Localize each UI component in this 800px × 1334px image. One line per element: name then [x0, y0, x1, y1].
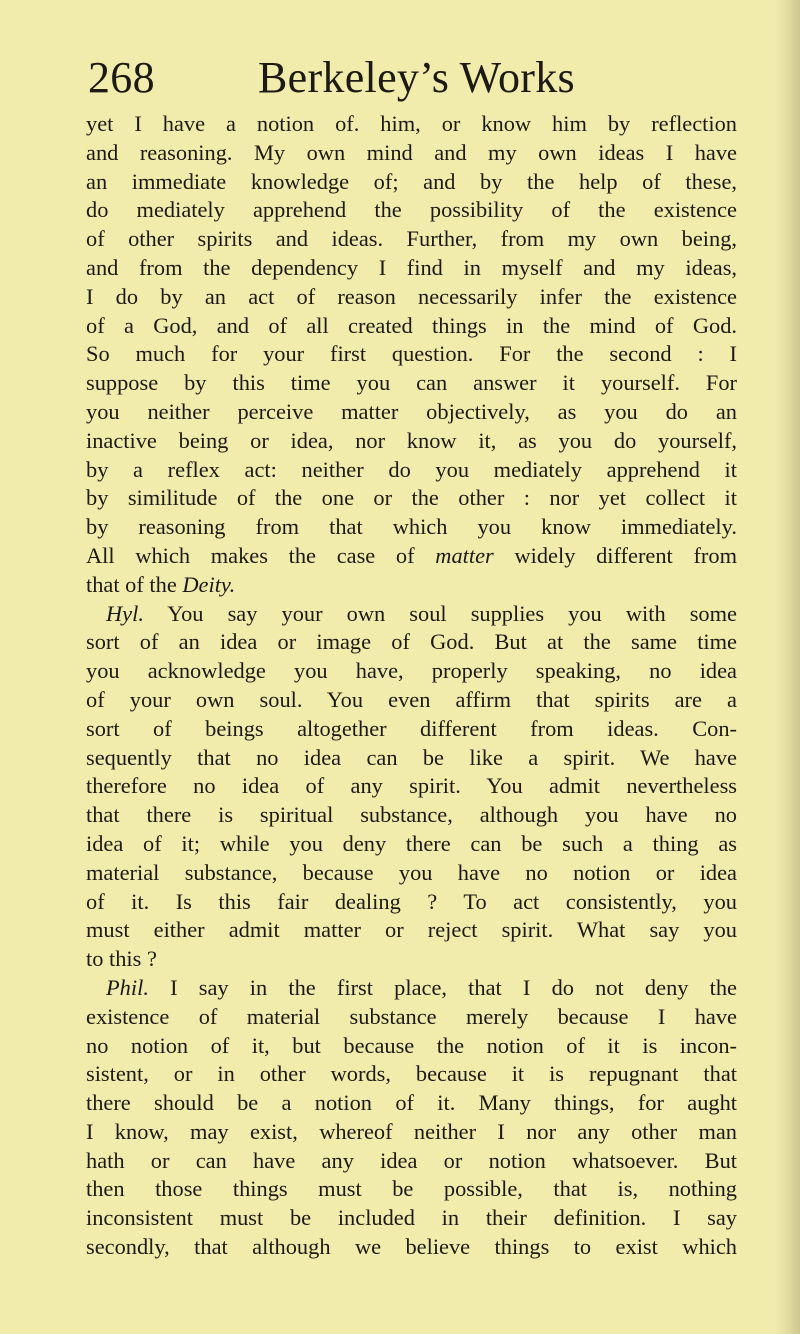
text-line: sistent, or in other words, because it is repugnant that — [86, 1061, 737, 1087]
text-line: then those things must be possible, that is, nothing — [86, 1176, 737, 1202]
text-line: of a God, and of all created things in the mind of God. — [86, 312, 737, 338]
page-header — [88, 48, 728, 108]
text-line: of it. Is this fair dealing ? To act consistently, you — [86, 888, 737, 914]
text-segment: All which makes the case of — [86, 542, 436, 568]
text-segment: I say in the first place, that I do not deny the — [148, 974, 737, 1000]
text-line: of other spirits and ideas. Further, from my own being, — [86, 226, 737, 252]
text-line: do mediately apprehend the possibility of the existence — [86, 197, 737, 223]
text-line: by reasoning from that which you know immediately. — [86, 514, 737, 540]
text-segment: widely different from — [493, 542, 737, 568]
text-line: yet I have a notion of. him, or know him by reflection — [86, 111, 737, 136]
text-line: existence of material substance merely because I have — [86, 1003, 737, 1029]
text-line: sequently that no idea can be like a spirit. We have — [86, 744, 737, 770]
italic-text: Phil. — [106, 974, 149, 1000]
text-line: and reasoning. My own mind and my own ideas I have — [86, 139, 737, 165]
text-line: sort of an idea or image of God. But at the same time — [86, 629, 737, 655]
text-line: sort of beings altogether different from ideas. Con- — [86, 715, 737, 741]
page-number: 268 — [88, 53, 155, 102]
text-line: idea of it; while you deny there can be such a thing as — [86, 830, 737, 856]
text-line: must either admit matter or reject spirit. What say you — [86, 917, 737, 943]
text-line: suppose by this time you can answer it yourself. For — [86, 370, 737, 396]
italic-text: Hyl. — [106, 600, 144, 626]
body-text — [86, 110, 737, 1262]
text-line: no notion of it, but because the notion of it is incon- — [86, 1032, 737, 1058]
text-line: therefore no idea of any spirit. You admit nevertheless — [86, 773, 737, 799]
running-title: Berkeley’s Works — [258, 53, 575, 102]
text-line: material substance, because you have no notion or idea — [86, 859, 737, 885]
text-line: there should be a notion of it. Many things, for aught — [86, 1090, 737, 1116]
text-line: you neither perceive matter objectively, as you do an — [86, 398, 737, 424]
text-line: to this ? — [86, 946, 157, 972]
italic-text: matter — [435, 542, 494, 568]
text-line: inconsistent must be included in their definition. I say — [86, 1205, 737, 1231]
text-line: hath or can have any idea or notion whatsoever. But — [86, 1147, 737, 1173]
text-line — [86, 600, 737, 629]
text-line: of your own soul. You even affirm that spirits are a — [86, 686, 737, 712]
text-line: by a reflex act: neither do you mediately apprehend it — [86, 456, 737, 482]
text-line: that there is spiritual substance, although you have no — [86, 802, 737, 828]
italic-text: Deity. — [182, 571, 236, 597]
text-line: you acknowledge you have, properly speaking, no idea — [86, 658, 737, 684]
text-line: I do by an act of reason necessarily infer the existence — [86, 283, 737, 309]
text-line: and from the dependency I find in myself and my ideas, — [86, 254, 737, 280]
text-line — [86, 974, 737, 1003]
text-line: secondly, that although we believe things to exist which — [86, 1234, 737, 1260]
text-line: inactive being or idea, nor know it, as you do yourself, — [86, 427, 737, 453]
text-line — [86, 542, 737, 571]
text-line: an immediate knowledge of; and by the help of these, — [86, 168, 737, 194]
text-segment: You say your own soul supplies you with some — [143, 600, 737, 626]
text-line: I know, may exist, whereof neither I nor any other man — [86, 1118, 737, 1144]
text-segment: that of the — [86, 571, 183, 597]
text-line: So much for your first question. For the second : I — [86, 341, 737, 367]
text-line: by similitude of the one or the other : nor yet collect it — [86, 485, 737, 511]
text-line — [86, 571, 737, 600]
